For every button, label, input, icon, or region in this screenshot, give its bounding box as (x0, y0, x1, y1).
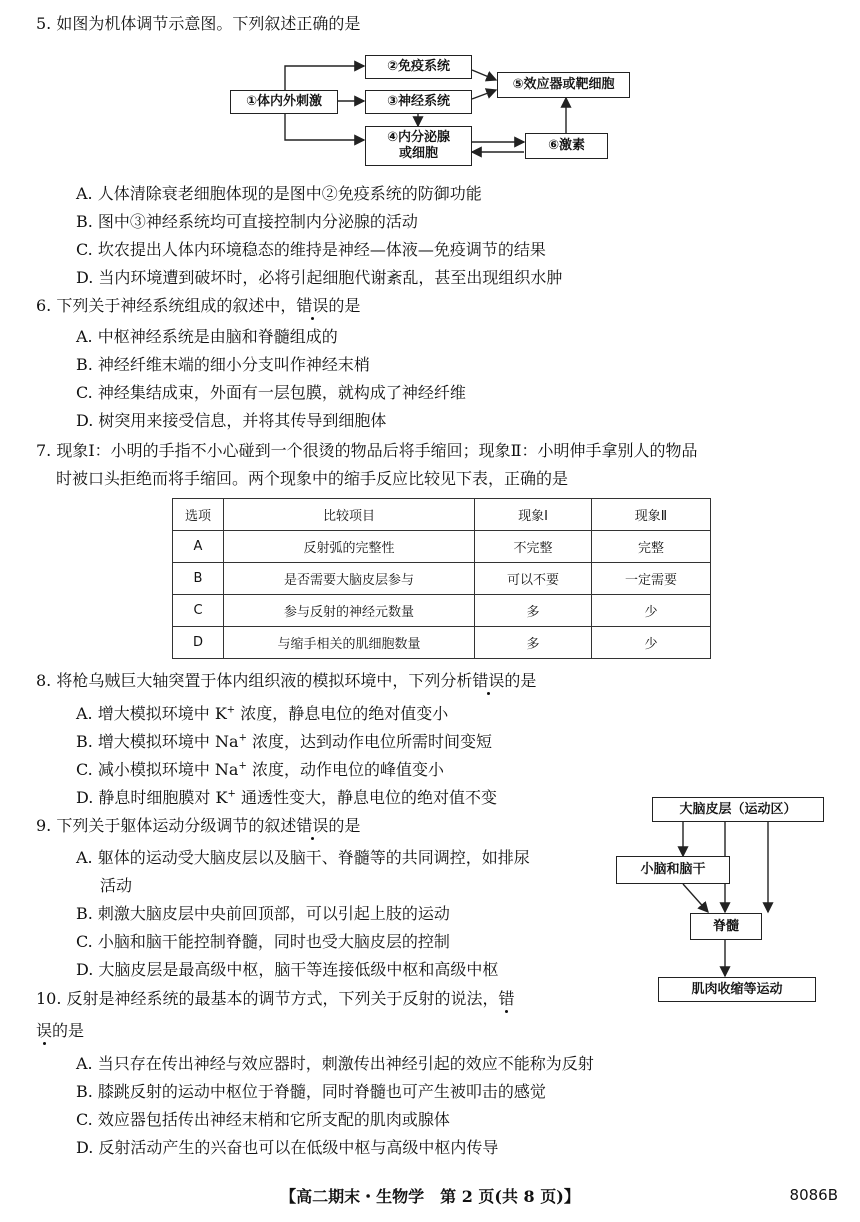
diagram-node-nervous-system: ③神经系统 (365, 90, 472, 114)
q10-stem-line2 (36, 1019, 84, 1043)
table-cell: 与缩手相关的肌细胞数量 (224, 627, 475, 659)
q5-option-c: C. 坎农提出人体内环境稳态的维持是神经—体液—免疫调节的结果 (76, 240, 546, 259)
diagram-node-muscle: 肌肉收缩等运动 (658, 977, 816, 1002)
table-cell: 完整 (592, 531, 711, 563)
option-text: D. 静息时细胞膜对 K (76, 788, 228, 807)
diagram-node-immune-system: ②免疫系统 (365, 55, 472, 79)
table-cell: B (173, 563, 224, 595)
q8-stem-text: 8. 将枪乌贼巨大轴突置于体内组织液的模拟环境中，下列分析 (36, 671, 473, 690)
q10-stem-end: 的是 (52, 1021, 85, 1040)
q9-stem-text: 9. 下列关于躯体运动分级调节的叙述 (36, 816, 297, 835)
table-cell: 反射弧的完整性 (224, 531, 475, 563)
q10-option-c: C. 效应器包括传出神经末梢和它所支配的肌肉或腺体 (76, 1110, 450, 1129)
q8-option-d (76, 786, 497, 810)
diagram-node-hormone: ⑥激素 (525, 133, 608, 159)
table-cell: 可以不要 (475, 563, 592, 595)
q10-option-d: D. 反射活动产生的兴奋也可以在低级中枢与高级中枢内传导 (76, 1138, 499, 1157)
table-cell: D (173, 627, 224, 659)
table-row (173, 563, 711, 595)
q6-option-d: D. 树突用来接受信息，并将其传导到细胞体 (76, 411, 387, 430)
q7-stem-line2: 时被口头拒绝而将手缩回。两个现象中的缩手反应比较见下表，正确的是 (56, 469, 569, 488)
ion-charge: + (227, 788, 236, 800)
table-header-row (173, 499, 711, 531)
q8-stem-end: 的是 (504, 671, 537, 690)
q10-stem-emphasis: 错 (498, 989, 515, 1008)
q9-option-a: A. 躯体的运动受大脑皮层以及脑干、脊髓等的共同调控，如排尿 (76, 848, 530, 867)
table-cell: 多 (475, 595, 592, 627)
q8-stem (36, 669, 536, 693)
table-cell: 一定需要 (592, 563, 711, 595)
q9-option-c: C. 小脑和脑干能控制脊髓，同时也受大脑皮层的控制 (76, 932, 450, 951)
table-cell: A (173, 531, 224, 563)
q10-stem-line1 (36, 987, 515, 1011)
q9-stem (36, 814, 360, 838)
diagram-node-stimulus: ①体内外刺激 (230, 90, 338, 114)
diagram-node-cerebellum: 小脑和脑干 (616, 856, 730, 884)
q8-option-c (76, 758, 444, 782)
q7-comparison-table (172, 498, 711, 659)
diagram-node-spinal-cord: 脊髓 (690, 913, 762, 940)
q10-option-a: A. 当只存在传出神经与效应器时，刺激传出神经引起的效应不能称为反射 (76, 1054, 594, 1073)
table-row (173, 627, 711, 659)
q8-stem-emphasis: 错误 (472, 671, 505, 690)
q6-stem-end: 的是 (328, 296, 361, 315)
table-header-cell: 现象Ⅱ (592, 499, 711, 531)
table-cell: 是否需要大脑皮层参与 (224, 563, 475, 595)
q10-stem-emphasis: 误 (36, 1021, 53, 1040)
q9-option-b: B. 刺激大脑皮层中央前回顶部，可以引起上肢的运动 (76, 904, 450, 923)
q9-option-a-cont: 活动 (100, 876, 133, 895)
table-header-cell: 现象Ⅰ (475, 499, 592, 531)
q8-option-a (76, 702, 448, 726)
q5-stem: 5. 如图为机体调节示意图。下列叙述正确的是 (36, 14, 361, 33)
q6-option-b: B. 神经纤维末端的细小分支叫作神经末梢 (76, 355, 370, 374)
option-text: 通透性变大，静息电位的绝对值不变 (235, 788, 497, 807)
q8-option-b (76, 730, 492, 754)
option-text: C. 减小模拟环境中 Na (76, 760, 239, 779)
option-text: 浓度，静息电位的绝对值变小 (235, 704, 449, 723)
q6-stem-emphasis: 错误 (296, 296, 329, 315)
table-row (173, 595, 711, 627)
diagram-node-endocrine-line2: 或细胞 (398, 146, 438, 161)
paper-code: 8086B (789, 1186, 838, 1204)
table-cell: 少 (592, 595, 711, 627)
q6-option-c: C. 神经集结成束，外面有一层包膜，就构成了神经纤维 (76, 383, 466, 402)
table-row (173, 531, 711, 563)
diagram-node-endocrine-line1: ④内分泌腺 (386, 130, 450, 145)
table-header-cell: 选项 (173, 499, 224, 531)
diagram-node-effector: ⑤效应器或靶细胞 (497, 72, 630, 98)
table-cell: C (173, 595, 224, 627)
diagram-node-endocrine (365, 126, 472, 166)
ion-charge: + (226, 704, 236, 716)
q7-stem-line1: 7. 现象Ⅰ：小明的手指不小心碰到一个很烫的物品后将手缩回；现象Ⅱ：小明伸手拿别人的物品 (36, 441, 698, 460)
q5-option-a: A. 人体清除衰老细胞体现的是图中②免疫系统的防御功能 (76, 184, 482, 203)
table-cell: 参与反射的神经元数量 (224, 595, 475, 627)
q5-option-d: D. 当内环境遭到破坏时，必将引起细胞代谢紊乱，甚至出现组织水肿 (76, 268, 563, 287)
q10-option-b: B. 膝跳反射的运动中枢位于脊髓，同时脊髓也可产生被叩击的感觉 (76, 1082, 546, 1101)
table-cell: 不完整 (475, 531, 592, 563)
ion-charge: + (238, 760, 247, 772)
q6-stem (36, 294, 360, 318)
q5-option-b: B. 图中③神经系统均可直接控制内分泌腺的活动 (76, 212, 418, 231)
q10-stem-text: 10. 反射是神经系统的最基本的调节方式，下列关于反射的说法， (36, 989, 499, 1008)
q9-stem-end: 的是 (328, 816, 361, 835)
q6-stem-text: 6. 下列关于神经系统组成的叙述中， (36, 296, 297, 315)
page-footer: 【高二期末・生物学 第 2 页(共 8 页)】 (280, 1187, 580, 1206)
q9-stem-emphasis: 错误 (296, 816, 329, 835)
option-text: B. 增大模拟环境中 Na (76, 732, 239, 751)
table-cell: 多 (475, 627, 592, 659)
table-cell: 少 (592, 627, 711, 659)
q9-option-d: D. 大脑皮层是最高级中枢，脑干等连接低级中枢和高级中枢 (76, 960, 499, 979)
table-header-cell: 比较项目 (224, 499, 475, 531)
ion-charge: + (238, 732, 247, 744)
option-text: 浓度，动作电位的峰值变小 (246, 760, 444, 779)
option-text: 浓度，达到动作电位所需时间变短 (246, 732, 493, 751)
option-text: A. 增大模拟环境中 K (76, 704, 227, 723)
q6-option-a: A. 中枢神经系统是由脑和脊髓组成的 (76, 327, 338, 346)
diagram-node-cortex: 大脑皮层（运动区） (652, 797, 824, 822)
